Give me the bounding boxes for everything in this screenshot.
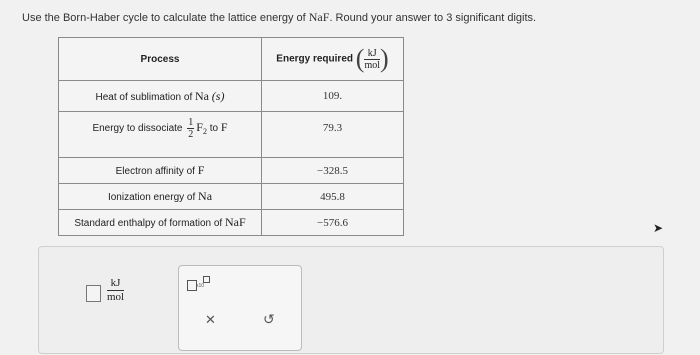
scientific-notation-button[interactable]: x10	[187, 276, 209, 292]
question-text: Use the Born-Haber cycle to calculate the lattice energy of NaF. Round your answer to 3 significant digits.	[22, 10, 537, 24]
header-unit: $\frac{kJ}{\text{mol}}$	[364, 47, 381, 71]
half-fraction: $\frac{1}{2}$	[188, 117, 194, 140]
energy-value: −328.5	[262, 158, 404, 184]
process-cell: Heat of sublimation of Na (s)	[59, 81, 262, 112]
table-row	[59, 184, 404, 210]
table-row	[59, 158, 404, 184]
answer-input[interactable]	[86, 285, 101, 302]
process-cell: Standard enthalpy of formation of NaF	[59, 210, 262, 236]
table-row	[59, 112, 404, 158]
table-row	[59, 81, 404, 112]
answer-panel	[38, 246, 664, 354]
process-cell: Ionization energy of Na	[59, 184, 262, 210]
energy-value: 79.3	[262, 112, 404, 158]
math-toolbar	[178, 265, 302, 351]
born-haber-table	[58, 37, 404, 236]
energy-value: 109.	[262, 81, 404, 112]
mouse-cursor-icon: ➤	[653, 221, 664, 235]
header-process: Process	[59, 38, 262, 81]
question-formula: NaF	[308, 10, 330, 24]
clear-button[interactable]: ✕	[205, 312, 216, 327]
process-cell: Electron affinity of F	[59, 158, 262, 184]
process-cell: Energy to dissociate $\frac{1}{2}$ $F_2$ to F	[59, 112, 262, 158]
answer-unit: kJ mol	[107, 277, 125, 303]
table-row	[59, 210, 404, 236]
energy-value: 495.8	[262, 184, 404, 210]
energy-value: −576.6	[262, 210, 404, 236]
header-energy: Energy required ( $\frac{kJ}{\text{mol}}$ )	[262, 38, 404, 81]
undo-button[interactable]: ↺	[263, 311, 275, 327]
